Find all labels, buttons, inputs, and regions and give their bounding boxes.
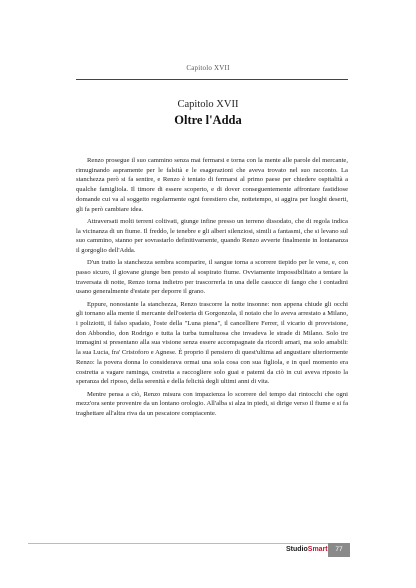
publisher-logo-part2: Smart [307, 546, 328, 553]
paragraph: Mentre pensa a ciò, Renzo misura con impazienza lo scorrere del tempo dai rintocchi che ogni mezz'ora sente provenire da un lontano orologio. All'alba si alza in piedi, si dirige verso il fiume e si fa traghettare all'altra riva da un pescatore compiacente. [76, 390, 348, 417]
chapter-body [76, 156, 348, 421]
paragraph: Attraversati molti terreni coltivati, giunge infine presso un terreno dissodato, che di regola indica la vicinanza di un fiume. Il freddo, le tenebre e gli alberi silenziosi, simili a fantasmi, che si levano sul suo cammino, stanno per sovrastarlo definitivamente, quando Renzo avverte finalmente in lontananza il gorgoglio dell'Adda. [76, 217, 348, 254]
publisher-logo [286, 546, 328, 553]
paragraph: Renzo prosegue il suo cammino senza mai fermarsi e torna con la mente alle parole del mercante, rimuginando aspramente per le falsità e le esagerazioni che aveva trovato nel suo racconto. La stanchezza però si fa sentire, e Renzo è tentato di fermarsi al primo paese per chiedere ospitalità a qualche famigliola. Il timore di essere scoperto, e di dover conseguentemente affrontare fastidiose domande cui va al soggetto regolarmente ogni forestiero che, nottetempo, si aggira per luoghi deserti, gli fa però cambiare idea. [76, 157, 348, 213]
paragraph: Eppure, nonostante la stanchezza, Renzo trascorre la notte insonne: non appena chiude gli occhi gli tornano alla mente il mercante dell'osteria di Gorgonzola, il notaio che lo aveva arrestato a Milano, i poliziotti, il falso spadaio, l'oste della "Luna piena", il cancelliere Ferrer, il vicario di provvisione, don Abbondio, don Rodrigo e tutta la turba tumultuosa che invadeva le strade di Milano. Solo tre immagini si presentano alla sua visione senza essere accompagnate da ricordi amari, ma solo amabili: la sua Lucia, fra' Cristoforo e Agnese. È proprio il pensiero di quest'ultima ad angustiare ulteriormente Renzo: la povera donna lo considerava ormai una sola cosa con sua figliola, e in quel momento era costretta a vagare raminga, costretta a raccogliere solo guai e patemi da ciò in cui aveva riposto la speranza del riposo, della serenità e della felicità degli ultimi anni di vita. [76, 300, 348, 386]
paragraph: D'un tratto la stanchezza sembra scomparire, il sangue torna a scorrere tiepido per le vene, e, con passo sicuro, il giovane giunge ben presto al sospirato fiume. Ovviamente impossibilitato a tentare la traversata di notte, Renzo torna indietro per trascorrerla in una delle casucce di fango che i contadini usano generalmente d'estate per deporre il grano. [76, 259, 348, 296]
publisher-logo-part1: Studio [286, 546, 308, 553]
footer-divider [28, 543, 350, 544]
chapter-title: Oltre l'Adda [174, 113, 242, 127]
header-divider [76, 79, 348, 80]
chapter-number: Capitolo XVII [177, 99, 239, 110]
running-header: Capitolo XVII [186, 64, 230, 72]
page-footer [0, 543, 416, 557]
page-number: 77 [328, 543, 350, 557]
